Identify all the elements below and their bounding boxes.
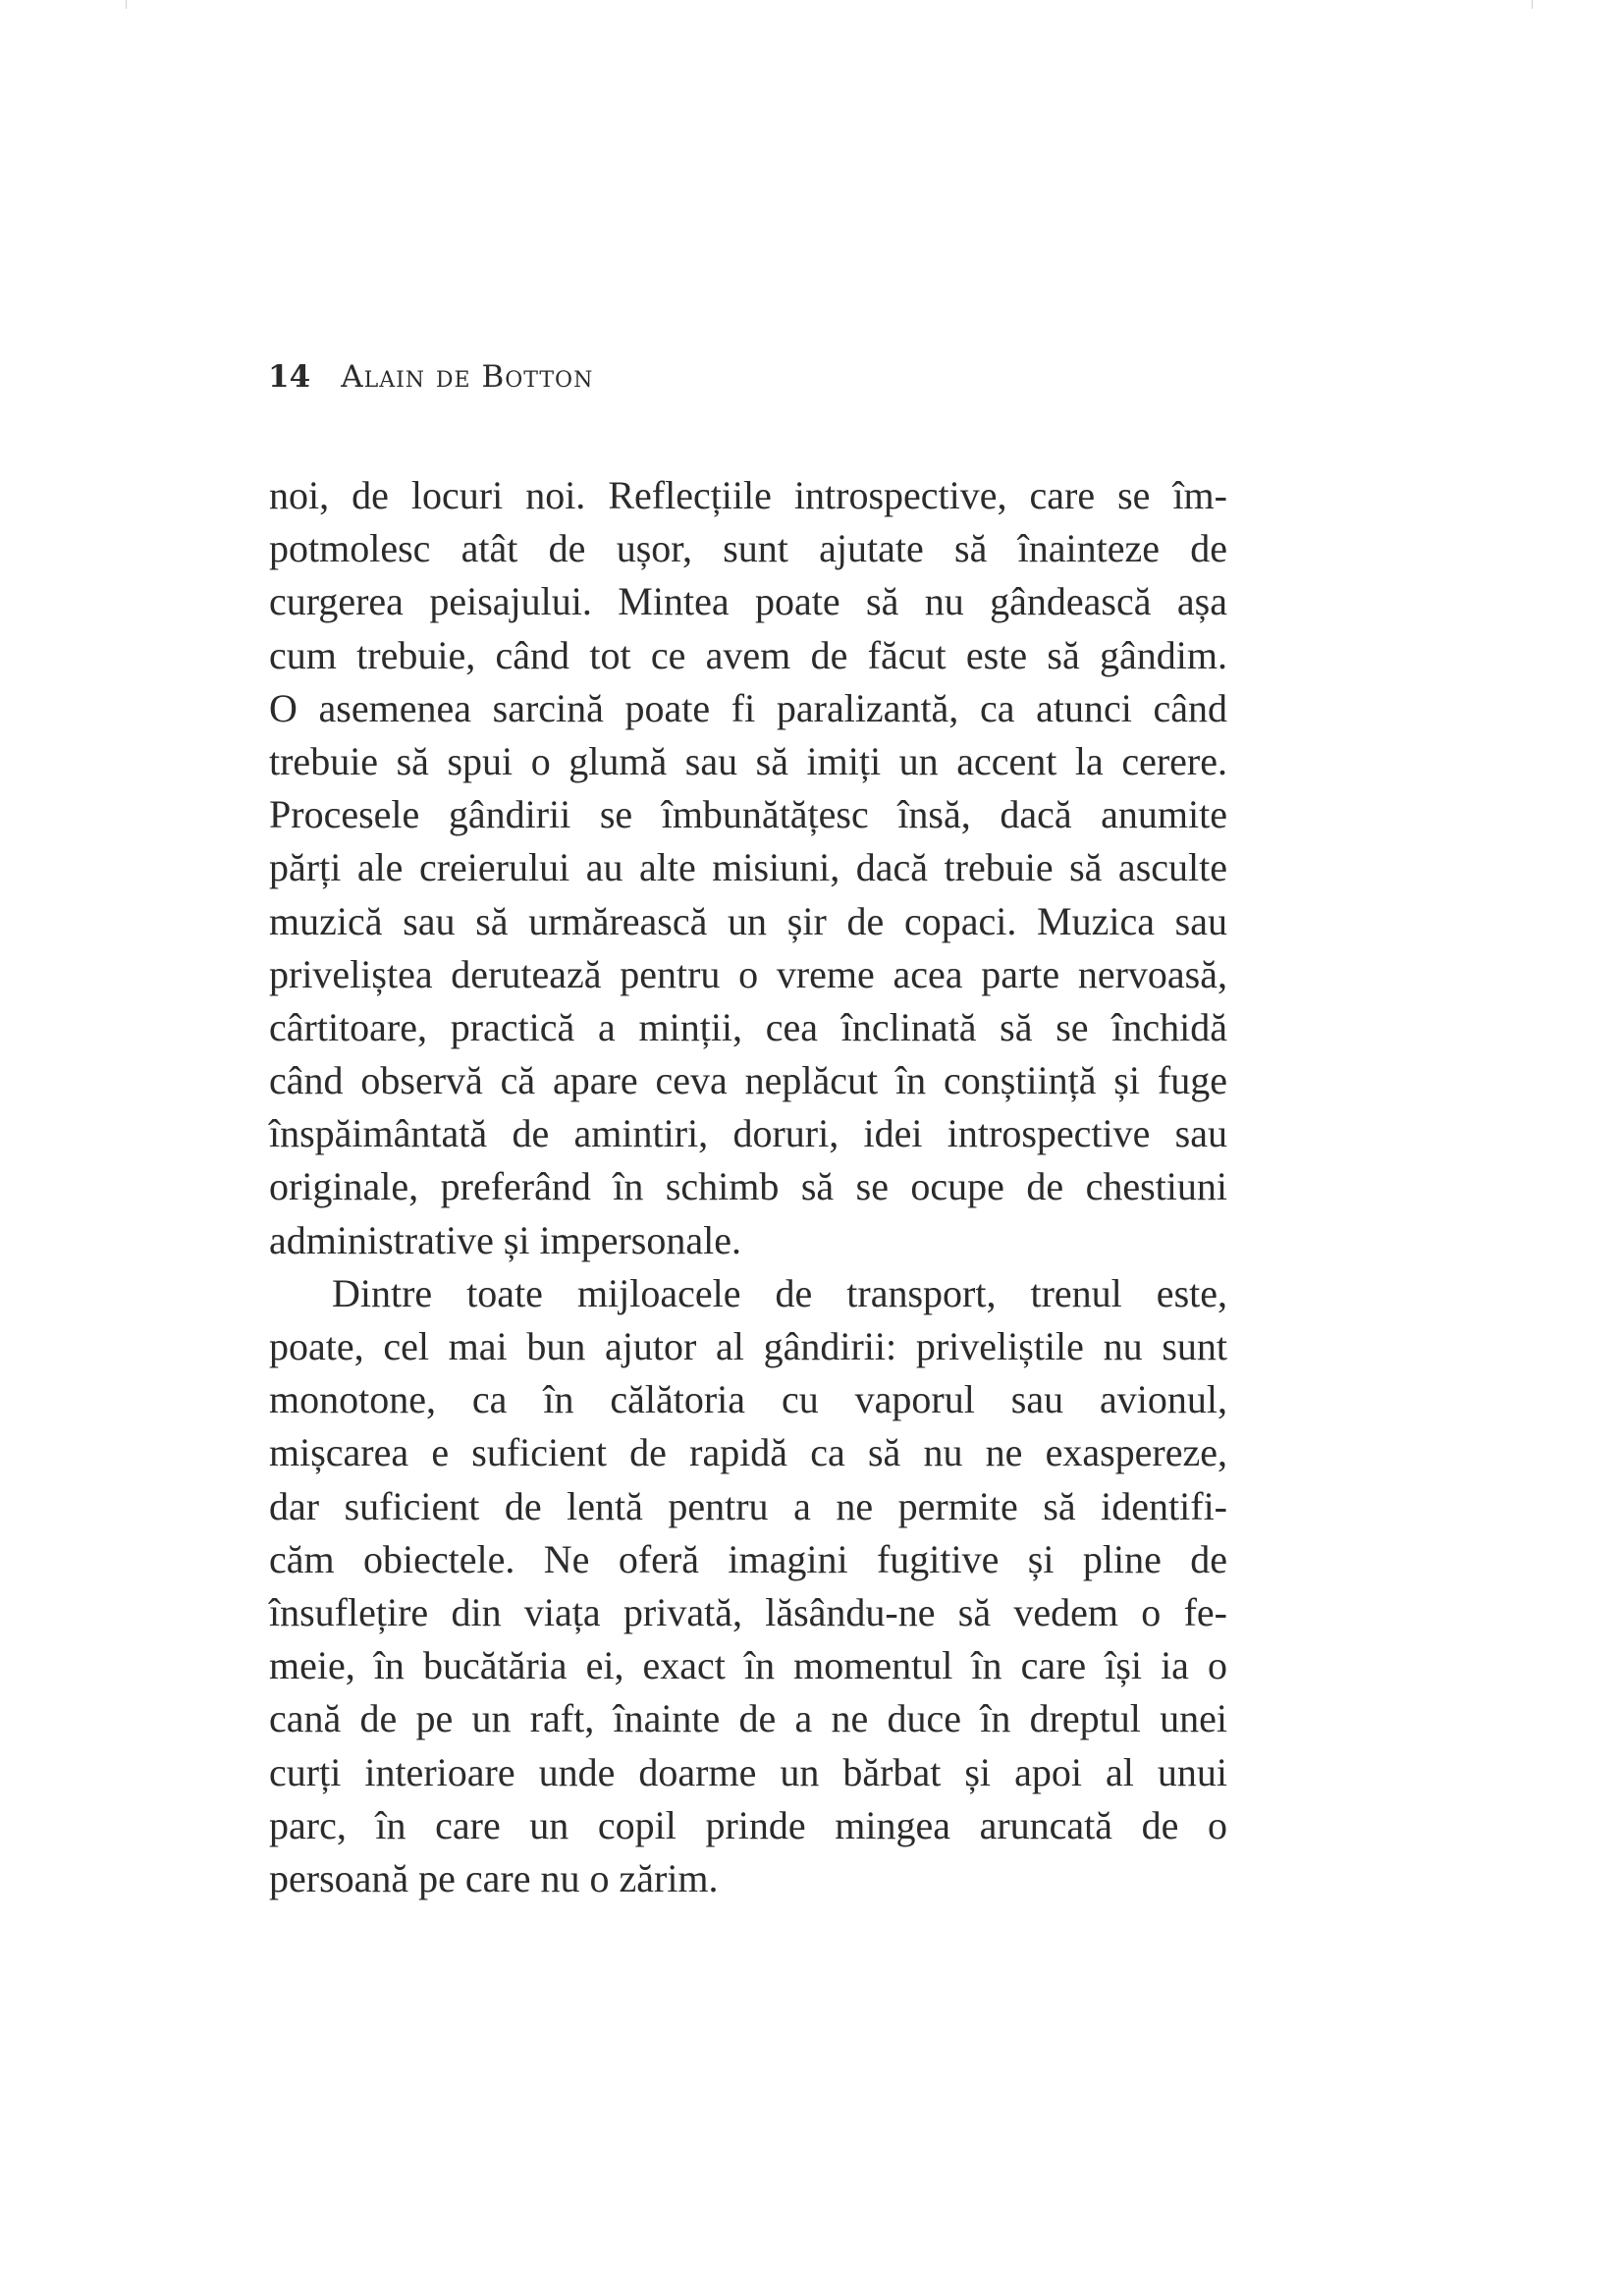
text-line: când observă că apare ceva neplăcut în conștiință și fuge xyxy=(269,1058,1227,1103)
text-line: dar suficient de lentă pentru a ne permite să identifi- xyxy=(269,1483,1227,1528)
text-line: căm obiectele. Ne oferă imagini fugitive și pline de xyxy=(269,1536,1227,1581)
text-line: muzică sau să urmărească un șir de copaci. Muzica sau xyxy=(269,898,1227,943)
text-line: poate, cel mai bun ajutor al gândirii: priveliștile nu sunt xyxy=(269,1324,1227,1368)
crop-mark-right xyxy=(1532,0,1533,9)
paragraph-end-line: persoană pe care nu o zărim. xyxy=(269,1855,719,1900)
text-line: parc, în care un copil prinde mingea aruncată de o xyxy=(269,1802,1227,1847)
text-line: cum trebuie, când tot ce avem de făcut este să gândim. xyxy=(269,632,1227,677)
text-line: însuflețire din viața privată, lăsându-ne să vedem o fe- xyxy=(269,1589,1227,1634)
paragraph-start-line: Dintre toate mijloacele de transport, trenul este, xyxy=(332,1270,1227,1315)
text-line: cârtitoare, practică a minții, cea înclinată să se închidă xyxy=(269,1004,1227,1049)
text-line: Procesele gândirii se îmbunătățesc însă, dacă anumite xyxy=(269,792,1227,837)
running-head xyxy=(268,353,593,400)
page-number: 14 xyxy=(268,359,311,395)
crop-mark-left xyxy=(126,0,127,9)
paragraph-end-line: administrative și impersonale. xyxy=(269,1217,741,1262)
text-line: curgerea peisajului. Mintea poate să nu gândească așa xyxy=(269,579,1227,624)
text-line: originale, preferând în schimb să se ocupe de chestiuni xyxy=(269,1164,1227,1209)
text-line: înspăimântată de amintiri, doruri, idei introspective sau xyxy=(269,1111,1227,1156)
text-line: priveliștea derutează pentru o vreme acea parte nervoasă, xyxy=(269,951,1227,996)
text-line: mișcarea e suficient de rapidă ca să nu ne exaspereze, xyxy=(269,1430,1227,1475)
text-line: curți interioare unde doarme un bărbat și apoi al unui xyxy=(269,1749,1227,1794)
text-line: meie, în bucătăria ei, exact în momentul în care își ia o xyxy=(269,1643,1227,1688)
text-line: trebuie să spui o glumă sau să imiți un accent la cerere. xyxy=(269,738,1227,783)
body-text xyxy=(269,469,1227,1905)
text-line: monotone, ca în călătoria cu vaporul sau avionul, xyxy=(269,1377,1227,1422)
text-line: părți ale creierului au alte misiuni, dacă trebuie să asculte xyxy=(269,845,1227,890)
text-line: noi, de locuri noi. Reflecțiile introspective, care se îm- xyxy=(269,473,1227,517)
running-head-author: Alain de Botton xyxy=(341,359,594,395)
text-line: potmolesc atât de ușor, sunt ajutate să înainteze de xyxy=(269,526,1227,571)
text-line: cană de pe un raft, înainte de a ne duce în dreptul unei xyxy=(269,1696,1227,1741)
text-line: O asemenea sarcină poate fi paralizantă, ca atunci când xyxy=(269,685,1227,730)
